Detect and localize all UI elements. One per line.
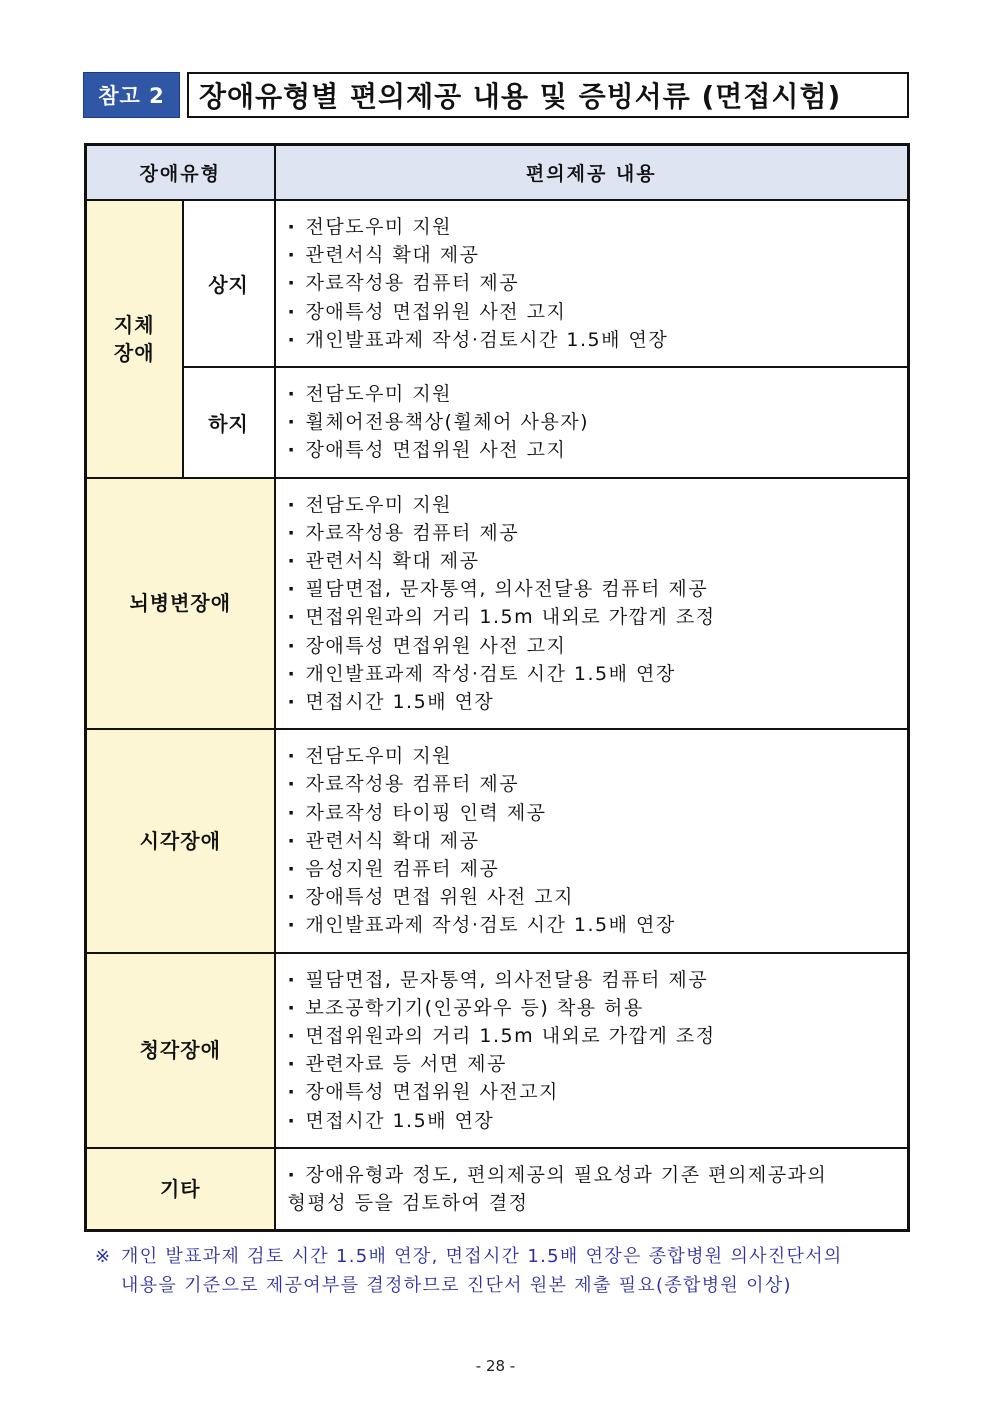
- list-item: · 장애특성 면접위원 사전고지: [288, 1078, 900, 1106]
- category-brain: 뇌병변장애: [86, 478, 275, 730]
- list-item: · 필담면접, 문자통역, 의사전달용 컴퓨터 제공: [288, 575, 900, 603]
- list-item: · 전담도우미 지원: [288, 742, 900, 770]
- page-number: - 28 -: [475, 1357, 516, 1375]
- accommodation-table: [84, 143, 910, 1232]
- reference-badge: 참고 2: [83, 72, 180, 118]
- table-row-physical-lower: [86, 367, 909, 478]
- note-line1: 개인 발표과제 검토 시간 1.5배 연장, 면접시간 1.5배 연장은 종합병원 의사진단서의: [121, 1246, 843, 1267]
- list-item: · 관련서식 확대 제공: [288, 241, 900, 269]
- table-row-other: [86, 1148, 909, 1231]
- list-item: · 개인발표과제 작성·검토시간 1.5배 연장: [288, 326, 900, 354]
- content-other: [275, 1148, 909, 1231]
- col-header-content: 편의제공 내용: [275, 145, 909, 201]
- list-item: · 전담도우미 지원: [288, 491, 900, 519]
- subcategory-lower: 하지: [183, 367, 275, 478]
- page-header: [83, 72, 909, 118]
- list-item: · 장애유형과 정도, 편의제공의 필요성과 기존 편의제공과의: [288, 1161, 900, 1189]
- table-row-hearing: [86, 953, 909, 1148]
- content-lower: [275, 367, 909, 478]
- list-item: · 전담도우미 지원: [288, 380, 900, 408]
- list-item: · 장애특성 면접위원 사전 고지: [288, 632, 900, 660]
- list-item: · 장애특성 면접위원 사전 고지: [288, 298, 900, 326]
- list-item: · 보조공학기기(인공와우 등) 착용 허용: [288, 994, 900, 1022]
- content-upper: [275, 200, 909, 367]
- category-physical-line2: 장애: [113, 340, 155, 365]
- content-brain: [275, 478, 909, 730]
- list-item: · 관련자료 등 서면 제공: [288, 1050, 900, 1078]
- list-item: · 필담면접, 문자통역, 의사전달용 컴퓨터 제공: [288, 966, 900, 994]
- table-row-physical-upper: [86, 200, 909, 367]
- list-item: · 자료작성용 컴퓨터 제공: [288, 519, 900, 547]
- subcategory-upper: 상지: [183, 200, 275, 367]
- list-item: · 전담도우미 지원: [288, 213, 900, 241]
- table-row-visual: [86, 729, 909, 952]
- category-hearing: 청각장애: [86, 953, 275, 1148]
- category-physical: [86, 200, 183, 478]
- list-item: · 개인발표과제 작성·검토 시간 1.5배 연장: [288, 911, 900, 939]
- list-item: · 면접위원과의 거리 1.5m 내외로 가깝게 조정: [288, 603, 900, 631]
- category-visual: 시각장애: [86, 729, 275, 952]
- note-mark: ※: [95, 1246, 112, 1267]
- list-item: · 면접시간 1.5배 연장: [288, 688, 900, 716]
- category-other: 기타: [86, 1148, 275, 1231]
- list-item: · 개인발표과제 작성·검토 시간 1.5배 연장: [288, 660, 900, 688]
- page-title-text: 장애유형별 편의제공 내용 및 증빙서류 (면접시험): [199, 80, 842, 113]
- list-item: · 장애특성 면접 위원 사전 고지: [288, 883, 900, 911]
- content-hearing: [275, 953, 909, 1148]
- table-row-brain: [86, 478, 909, 730]
- list-item: · 장애특성 면접위원 사전 고지: [288, 436, 900, 464]
- col-header-type: 장애유형: [86, 145, 275, 201]
- list-item: · 자료작성용 컴퓨터 제공: [288, 770, 900, 798]
- list-item: · 음성지원 컴퓨터 제공: [288, 855, 900, 883]
- note-line2: 내용을 기준으로 제공여부를 결정하므로 진단서 원본 제출 필요(종합병원 이상): [121, 1275, 792, 1296]
- list-item-continuation: 형평성 등을 검토하여 결정: [287, 1192, 529, 1215]
- list-item: · 면접위원과의 거리 1.5m 내외로 가깝게 조정: [288, 1022, 900, 1050]
- list-item: · 자료작성용 컴퓨터 제공: [288, 269, 900, 297]
- page-title: [187, 72, 909, 118]
- list-item: · 휠체어전용책상(휠체어 사용자): [288, 408, 900, 436]
- list-item: · 관련서식 확대 제공: [288, 827, 900, 855]
- category-physical-line1: 지체: [113, 312, 155, 337]
- list-item: · 관련서식 확대 제공: [288, 547, 900, 575]
- table-header-row: [86, 145, 909, 201]
- list-item: · 면접시간 1.5배 연장: [288, 1107, 900, 1135]
- list-item: · 자료작성 타이핑 인력 제공: [288, 799, 900, 827]
- footnote: [95, 1242, 915, 1300]
- content-visual: [275, 729, 909, 952]
